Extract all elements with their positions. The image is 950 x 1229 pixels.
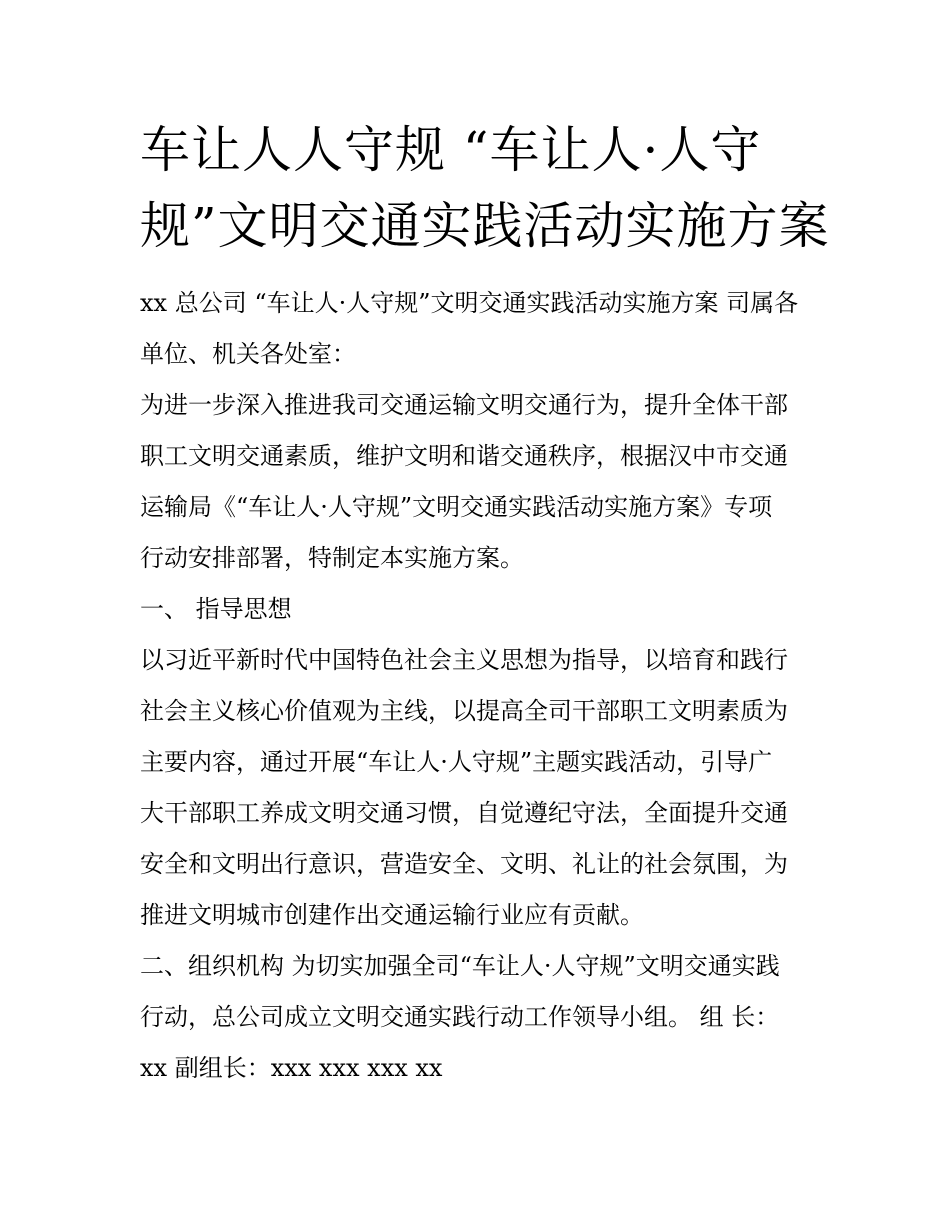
- body-line: 安全和文明出行意识，营造安全、文明、礼让的社会氛围，为: [140, 850, 788, 878]
- body-line: 大干部职工养成文明交通习惯，自觉遵纪守法，全面提升交通: [140, 799, 788, 827]
- body-line: 二、组织机构 为切实加强全司“车让人·人守规”文明交通实践: [140, 952, 780, 980]
- body-line: 职工文明交通素质，维护文明和谐交通秩序，根据汉中市交通: [140, 442, 788, 470]
- body-line: 为进一步深入推进我司交通运输文明交通行为，提升全体干部: [140, 391, 788, 419]
- body-line: 行动，总公司成立文明交通实践行动工作领导小组。 组 长：: [140, 1003, 780, 1031]
- body-line: xx 副组长：xxx xxx xxx xx: [140, 1054, 443, 1082]
- document-body: [140, 278, 820, 1094]
- body-line: 社会主义核心价值观为主线，以提高全司干部职工文明素质为: [140, 697, 788, 725]
- body-line: 单位、机关各处室：: [140, 340, 356, 368]
- title-line-2: 规”文明交通实践活动实施方案: [140, 197, 830, 255]
- document-title: [140, 112, 830, 264]
- body-line: xx 总公司 “车让人·人守规”文明交通实践活动实施方案 司属各: [140, 289, 799, 317]
- body-line: 以习近平新时代中国特色社会主义思想为指导，以培育和践行: [140, 646, 788, 674]
- body-line: 主要内容，通过开展“车让人·人守规”主题实践活动，引导广: [140, 748, 773, 776]
- title-line-1: 车让人人守规 “车让人·人守: [140, 121, 762, 179]
- body-line: 行动安排部署，特制定本实施方案。: [140, 544, 524, 572]
- section-heading: 一、 指导思想: [140, 595, 292, 623]
- body-line: 运输局《“车让人·人守规”文明交通实践活动实施方案》专项: [140, 493, 773, 521]
- body-line: 推进文明城市创建作出交通运输行业应有贡献。: [140, 901, 644, 929]
